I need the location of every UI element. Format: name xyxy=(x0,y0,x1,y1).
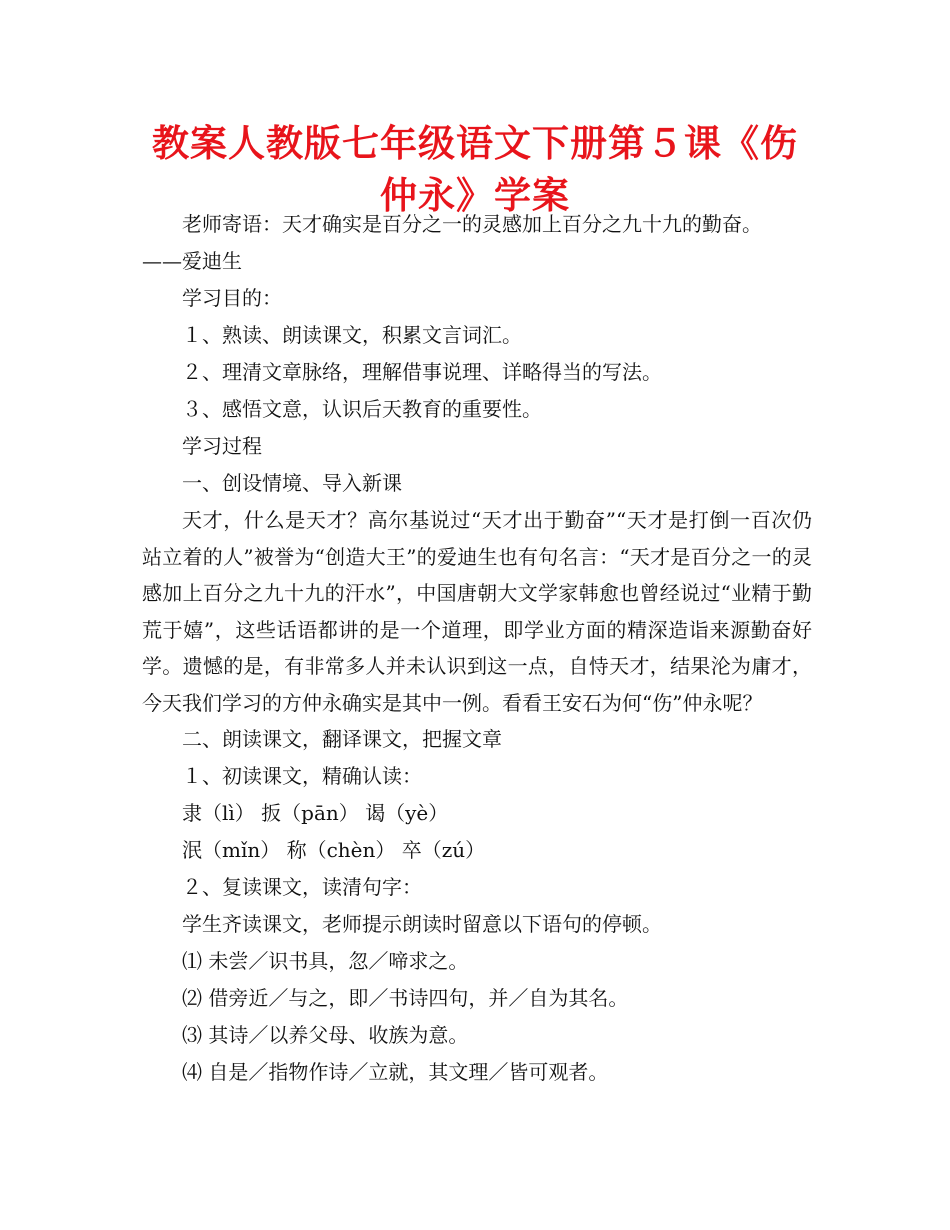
subsection-heading: 一、创设情境、导入新课 xyxy=(182,471,402,495)
section-heading-objectives: 学习目的： xyxy=(182,286,282,310)
pause-example: ⑴ 未尝／识书具，忽／啼求之。 xyxy=(182,949,469,973)
pause-example: ⑵ 借旁近／与之，即／书诗四句，并／自为其名。 xyxy=(182,986,629,1010)
document-title: 教案人教版七年级语文下册第５课《伤仲永》学案 xyxy=(152,122,798,217)
objective-item: ３、感悟文意，认识后天教育的重要性。 xyxy=(182,397,542,421)
pronunciation-line: 隶（lì） 扳（pān） 谒（yè） xyxy=(182,801,449,825)
intro-paragraph: 天才，什么是天才？高尔基说过“天才出于勤奋”“天才是打倒一百次仍站立着的人”被誉为“创造大王”的爱迪生也有句名言：“天才是百分之一的灵感加上百分之九十九的汗水”，中国唐朝大文学家韩愈也曾经说过“业精于勤荒于嬉”，这些话语都讲的是一个道理，即学业方面的精深造诣来源勤奋好学。遗憾的是，有非常多人并未认识到这一点，自恃天才，结果沦为庸才，今天我们学习的方仲永确实是其中一例。看看王安石为何“伤”仲永呢？ xyxy=(142,508,812,715)
objective-item: １、熟读、朗读课文，积累文言词汇。 xyxy=(182,323,522,347)
document-body xyxy=(142,206,812,1091)
pronunciation-line: 泯（mǐn） 称（chèn） 卒（zú） xyxy=(182,838,486,862)
step-item: １、初读课文，精确认读： xyxy=(182,764,422,788)
pause-example: ⑶ 其诗／以养父母、收族为意。 xyxy=(182,1023,469,1047)
quote-author: ——爱迪生 xyxy=(142,249,242,273)
objective-item: ２、理清文章脉络，理解借事说理、详略得当的写法。 xyxy=(182,360,662,384)
subsection-heading: 二、朗读课文，翻译课文，把握文章 xyxy=(182,727,502,751)
instruction-line: 学生齐读课文，老师提示朗读时留意以下语句的停顿。 xyxy=(182,912,662,936)
teacher-message: 老师寄语：天才确实是百分之一的灵感加上百分之九十九的勤奋。 xyxy=(182,212,762,236)
pause-example: ⑷ 自是／指物作诗／立就，其文理／皆可观者。 xyxy=(182,1060,609,1084)
step-item: ２、复读课文，读清句字： xyxy=(182,875,422,899)
section-heading-process: 学习过程 xyxy=(182,434,262,458)
